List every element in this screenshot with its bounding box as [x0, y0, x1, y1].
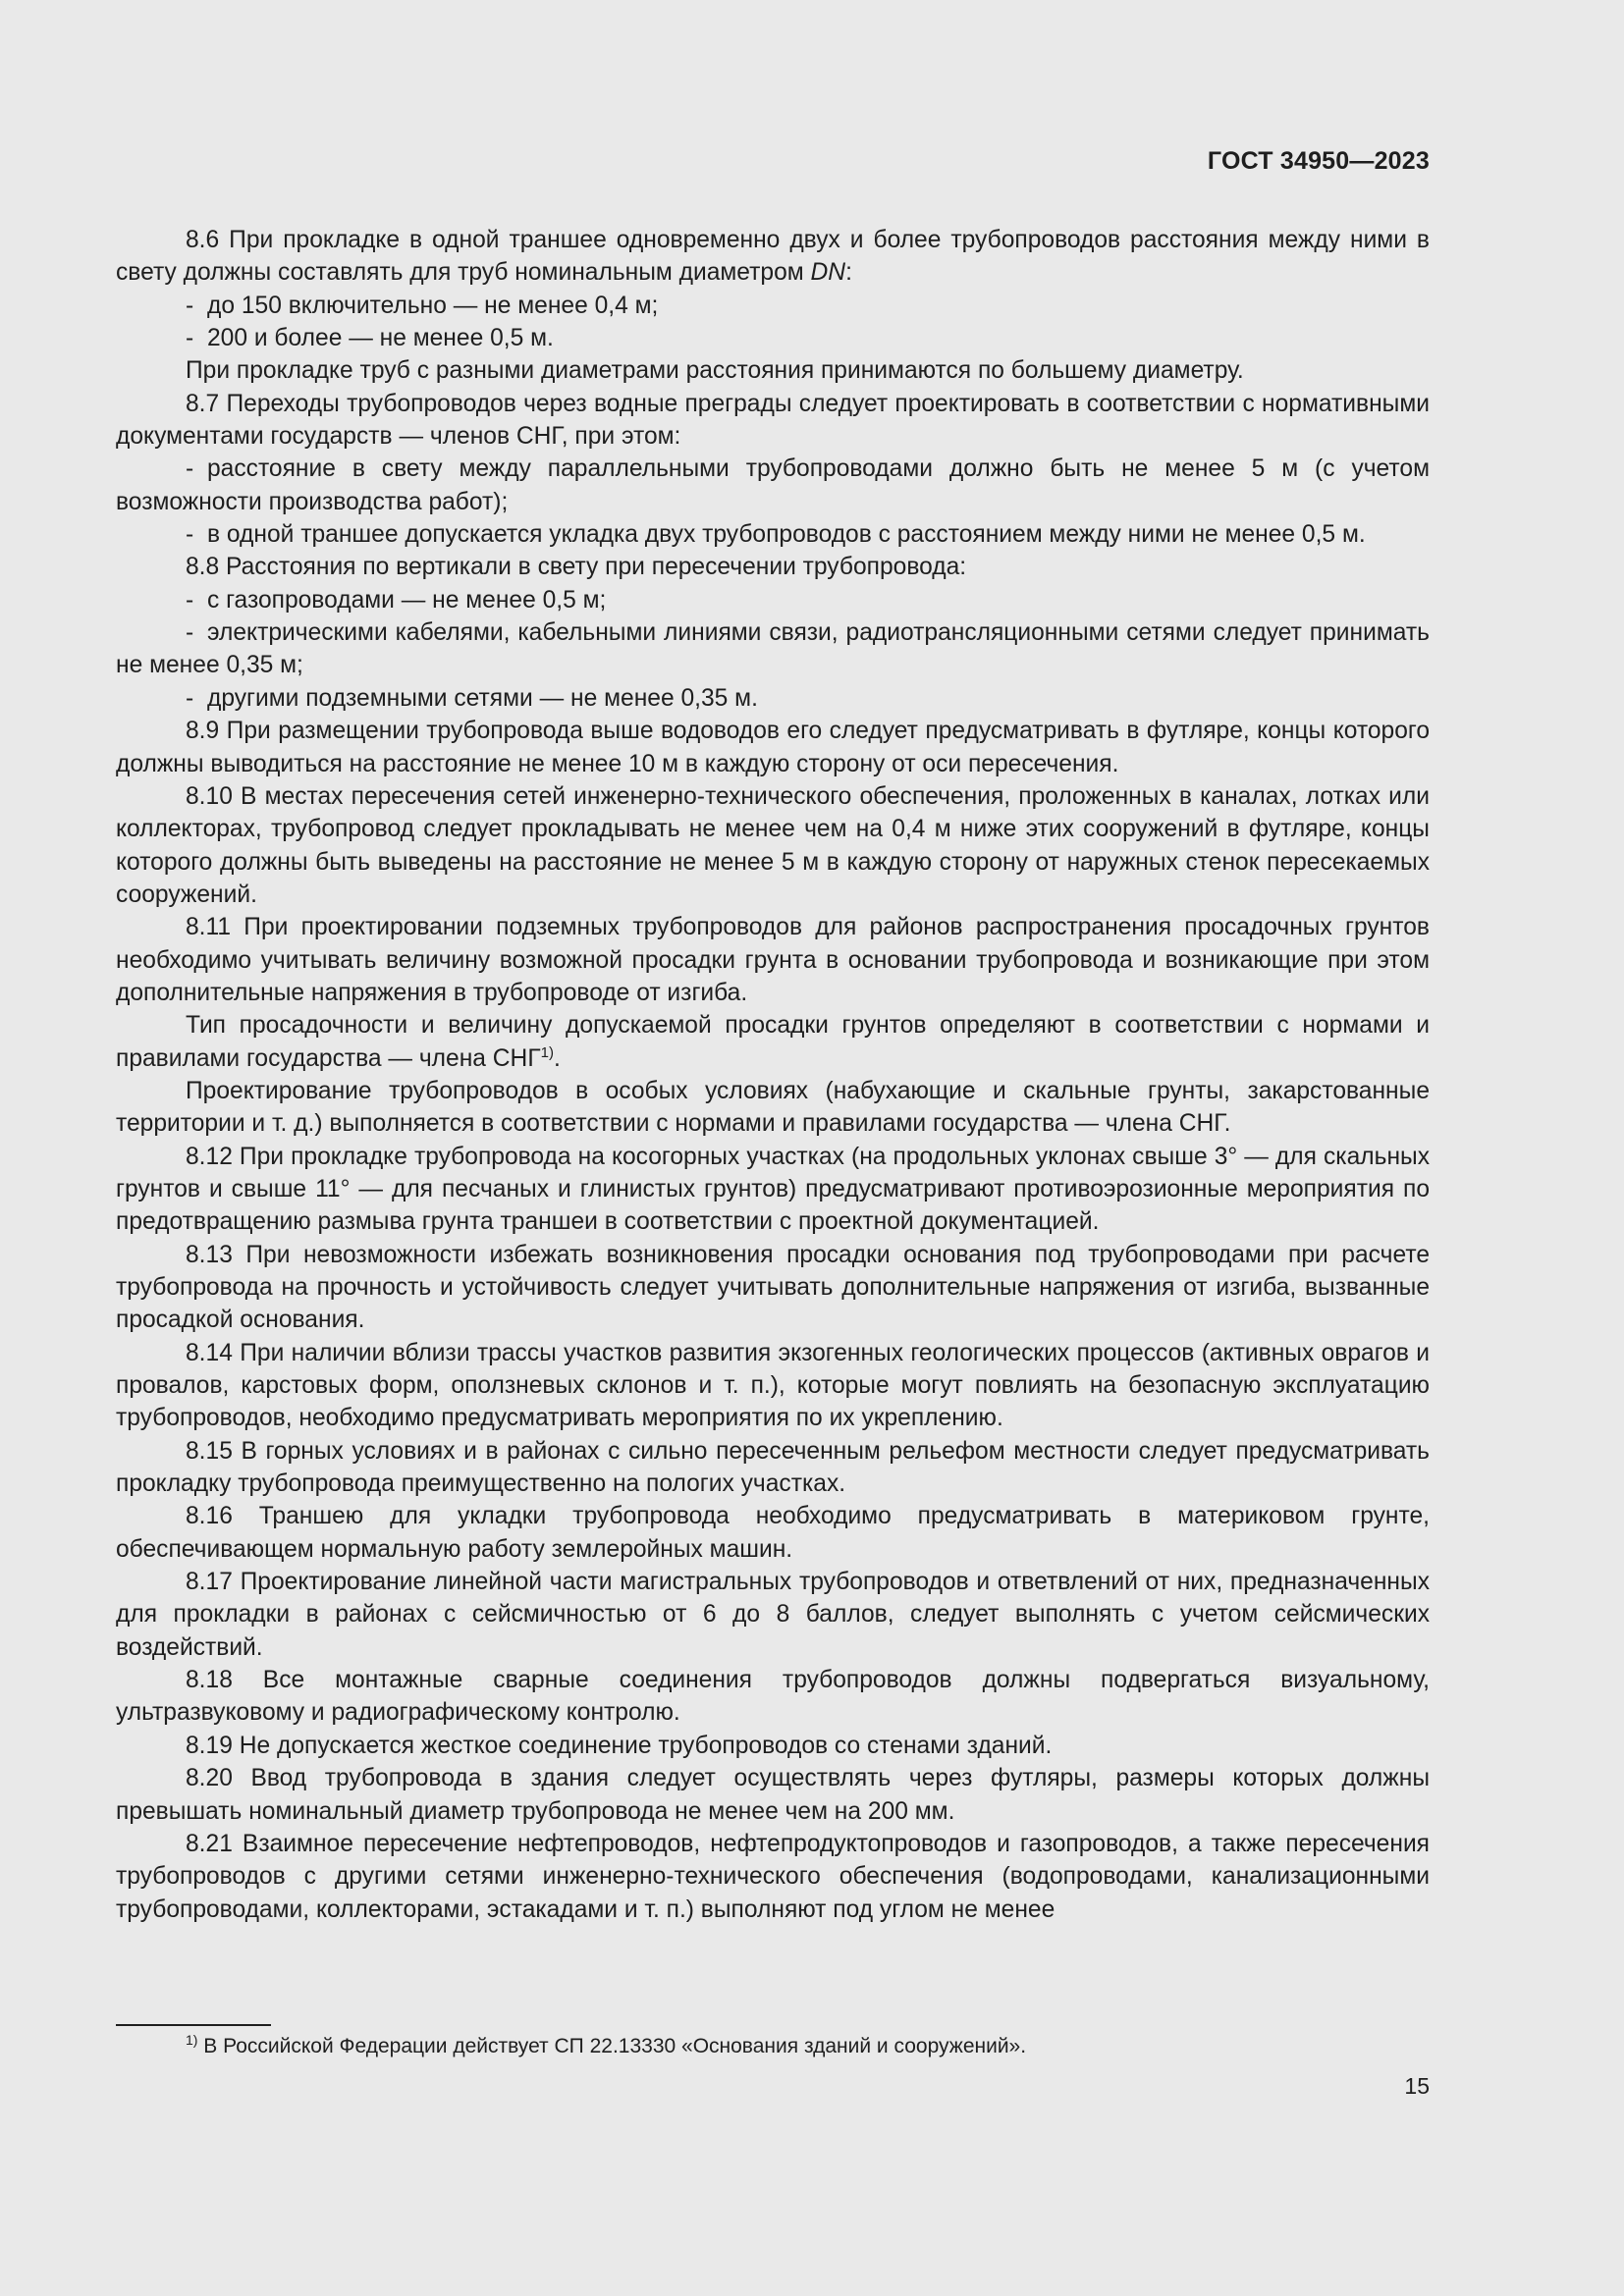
list-marker: - [186, 455, 194, 483]
footnote-text: В Российской Федерации действует СП 22.13330 «Основания зданий и сооружений». [203, 2035, 1027, 2057]
paragraph-text: 8.9 При размещении трубопровода выше водоводов его следует предусматривать в футляре, концы которого должны выводиться на расстояние не менее 10 м в каждую сторону от оси пересечения. [116, 718, 1430, 777]
paragraph [116, 1337, 1430, 1435]
paragraph-text: 8.21 Взаимное пересечение нефтепроводов, нефтепродуктопроводов и газопроводов, а также пересечения трубопроводов с другими сетями инженерно-технического обеспечения (водопроводами, канализационными трубопроводами, коллекторами, эстакадами и т. п.) выполняют под углом не менее [116, 1830, 1430, 1923]
list-item [116, 616, 1430, 682]
paragraph-text: 8.15 В горных условиях и в районах с сильно пересеченным рельефом местности следует предусматривать прокладку трубопровода преимущественно на пологих участках. [116, 1437, 1430, 1498]
list-item [116, 584, 1430, 616]
list-marker: - [186, 586, 194, 614]
paragraph-text: 8.19 Не допускается жесткое соединение трубопроводов со стенами зданий. [186, 1732, 1053, 1759]
paragraph [116, 911, 1430, 1009]
paragraph-text: 200 и более — не менее 0,5 м. [207, 325, 554, 352]
paragraph-text: Тип просадочности и величину допускаемой просадки грунтов определяют в соответствии с нормами и правилами государства — члена СНГ [116, 1012, 1430, 1072]
paragraph-text: 8.18 Все монтажные сварные соединения трубопроводов должны подвергаться визуальному, ультразвуковому и радиографическому контролю. [116, 1667, 1430, 1727]
paragraph-text: 8.14 При наличии вблизи трассы участков развития экзогенных геологических процессов (активных оврагов и провалов, карстовых форм, оползневых склонов и т. п.), которые могут повлиять на безопасную эксплуатацию трубопроводов, необходимо предусматривать мероприятия по их укреплению. [116, 1339, 1430, 1432]
paragraph-text: 8.10 В местах пересечения сетей инженерно-технического обеспечения, проложенных в каналах, лотках или коллекторах, трубопровод следует прокладывать не менее чем на 0,4 м ниже этих сооружений в футляре, концы которого должны быть выведены на расстояние не менее 5 м в каждую сторону от наружных стенок пересекаемых сооружений. [116, 782, 1430, 908]
paragraph-text: 8.6 При прокладке в одной траншее одновременно двух и более трубопроводов расстояния между ними в свету должны составлять для труб номинальным диаметром [116, 227, 1430, 287]
page-number: 15 [1404, 2073, 1430, 2099]
paragraph-text: 8.7 Переходы трубопроводов через водные преграды следует проектировать в соответствии с нормативными документами государств — членов СНГ, при этом: [116, 390, 1430, 451]
paragraph-text: 8.12 При прокладке трубопровода на косогорных участках (на продольных уклонах свыше 3° — для скальных грунтов и свыше 11° — для песчаных и глинистых грунтов) предусматривают противоэрозионные мероприятия по предотвращению размыва грунта траншеи в соответствии с проектной документацией. [116, 1143, 1430, 1236]
paragraph-text: При прокладке труб с разными диаметрами расстояния принимаются по большему диаметру. [186, 357, 1244, 385]
list-marker: - [186, 521, 194, 549]
paragraph-text: расстояние в свету между параллельными трубопроводами должно быть не менее 5 м (с учетом возможности производства работ); [116, 455, 1430, 515]
paragraph-text: до 150 включительно — не менее 0,4 м; [207, 292, 659, 319]
paragraph [116, 1075, 1430, 1141]
footnote [186, 2032, 1423, 2061]
paragraph-text: в одной траншее допускается укладка двух трубопроводов с расстоянием между ними не менее 0,5 м. [207, 521, 1366, 549]
paragraph [116, 1009, 1430, 1075]
paragraph-text: 8.13 При невозможности избежать возникновения просадки основания под трубопроводами при расчете трубопровода на прочность и устойчивость следует учитывать дополнительные напряжения от изгиба, вызванные просадкой основания. [116, 1241, 1430, 1334]
paragraph [116, 1762, 1430, 1828]
paragraph [116, 715, 1430, 780]
list-item [116, 290, 1430, 322]
paragraph [116, 354, 1430, 387]
paragraph [116, 780, 1430, 911]
paragraph [116, 1566, 1430, 1664]
paragraph [116, 1500, 1430, 1566]
trailing-punctuation: : [845, 259, 852, 287]
footnote-reference: 1) [540, 1043, 554, 1061]
paragraph-text: Проектирование трубопроводов в особых условиях (набухающие и скальные грунты, закарстованные территории и т. д.) выполняется в соответствии с нормами и правилами государства — члена СНГ. [116, 1077, 1430, 1138]
document-header: ГОСТ 34950—2023 [1207, 147, 1430, 175]
trailing-punctuation: . [553, 1044, 561, 1072]
list-item [116, 322, 1430, 354]
paragraph [116, 1664, 1430, 1730]
paragraph [116, 1435, 1430, 1501]
list-item [116, 453, 1430, 518]
paragraph [116, 551, 1430, 583]
list-marker: - [186, 292, 194, 319]
list-marker: - [186, 684, 194, 712]
paragraph-text: 8.20 Ввод трубопровода в здания следует осуществлять через футляры, размеры которых должны превышать номинальный диаметр трубопровода не менее чем на 200 мм. [116, 1765, 1430, 1825]
paragraph [116, 224, 1430, 290]
paragraph [116, 1730, 1430, 1762]
paragraph-text: 8.8 Расстояния по вертикали в свету при пересечении трубопровода: [186, 554, 967, 581]
footnote-separator [116, 2024, 271, 2026]
paragraph [116, 388, 1430, 454]
paragraph-text: 8.17 Проектирование линейной части магистральных трубопроводов и ответвлений от них, предназначенных для прокладки в районах с сейсмичностью от 6 до 8 баллов, следует выполнять с учетом сейсмических воздействий. [116, 1569, 1430, 1661]
list-marker: - [186, 325, 194, 352]
list-item [116, 682, 1430, 715]
document-body [116, 224, 1430, 1926]
paragraph-text: с газопроводами — не менее 0,5 м; [207, 586, 607, 614]
paragraph [116, 1828, 1430, 1926]
paragraph-text: другими подземными сетями — не менее 0,35 м. [207, 684, 758, 712]
paragraph [116, 1141, 1430, 1239]
paragraph [116, 1239, 1430, 1337]
list-item [116, 518, 1430, 551]
list-marker: - [186, 619, 194, 647]
paragraph-text: 8.11 При проектировании подземных трубопроводов для районов распространения просадочных грунтов необходимо учитывать величину возможной просадки грунта в основании трубопровода и возникающие при этом дополнительные напряжения в трубопроводе от изгиба. [116, 914, 1430, 1006]
italic-term: DN [810, 259, 846, 287]
paragraph-text: 8.16 Траншею для укладки трубопровода необходимо предусматривать в материковом грунте, обеспечивающем нормальную работу землеройных машин. [116, 1503, 1430, 1563]
footnote-marker: 1) [186, 2032, 198, 2048]
paragraph-text: электрическими кабелями, кабельными линиями связи, радиотрансляционными сетями следует принимать не менее 0,35 м; [116, 619, 1430, 679]
